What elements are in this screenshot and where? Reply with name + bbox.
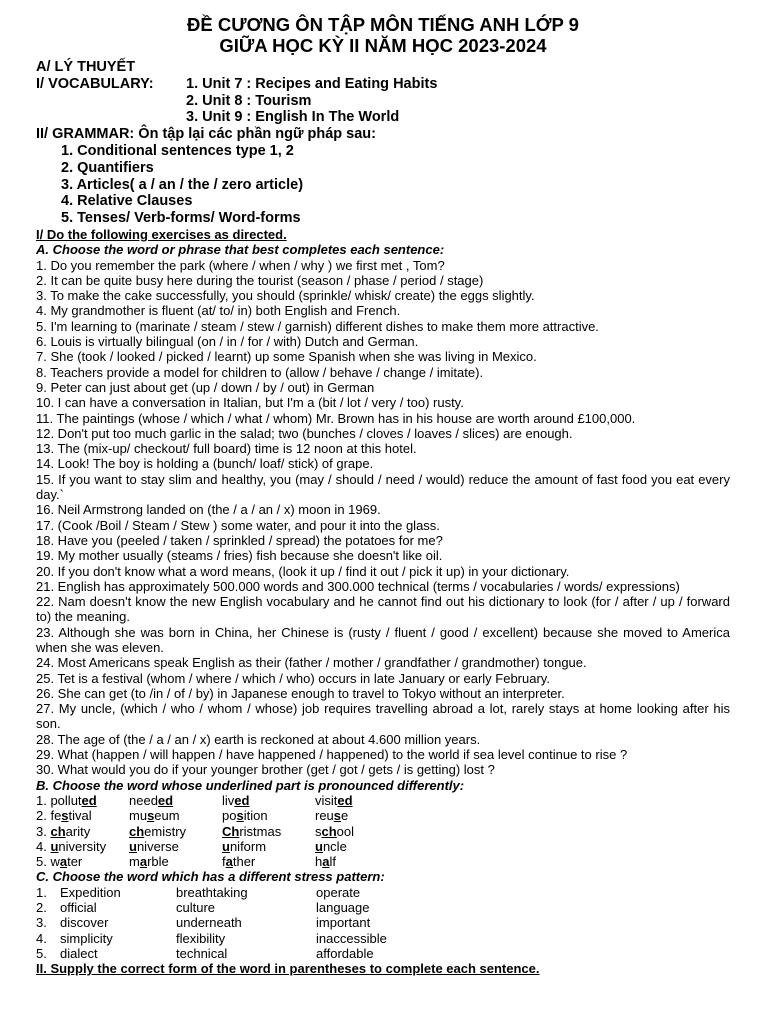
word-suffix: tival [68,808,92,824]
question-item: 6. Louis is virtually bilingual (on / in / for / with) Dutch and German. [36,334,419,350]
stress-row-number: 1. [36,884,47,900]
question-item: 20. If you don't know what a word means, (look it up / find it out / pick it up) in your dictionary. [36,563,570,579]
grammar-item: 3. Articles( a / an / the / zero article) [61,176,304,193]
pronunciation-word [36,824,129,839]
pronunciation-word [129,808,222,823]
stress-word: technical [176,945,228,961]
word-prefix: mu [129,808,148,824]
stress-word: language [316,900,370,916]
stress-word [36,915,176,930]
part-a-questions [36,258,730,778]
question-item: 28. The age of (the / a / an / x) earth is reckoned at about 4.600 million years. [36,731,481,747]
pronunciation-word [315,808,415,823]
stress-word-text: simplicity [60,930,113,946]
grammar-item: 1. Conditional sentences type 1, 2 [61,142,294,159]
underlined-part: s [236,808,244,824]
table-spacer [456,946,596,961]
question-item: 5. I'm learning to (marinate / steam / stew / garnish) different dishes to make them more attractive. [36,318,599,334]
underlined-part: ed [157,792,174,808]
stress-word: breathtaking [176,884,248,900]
table-spacer [456,885,596,900]
word-suffix: ristmas [239,823,282,839]
question-item: 26. She can get (to /in / of / by) in Japanese enough to travel to Tokyo without an interpreter. [36,685,565,701]
pronunciation-word [222,824,315,839]
stress-word [36,946,176,961]
pronunciation-word [129,824,222,839]
question-item: 18. Have you (peeled / taken / sprinkled / spread) the potatoes for me? [36,532,443,548]
word-prefix: m [129,854,140,870]
word-suffix: e [341,808,349,824]
question-item: 12. Don't put too much garlic in the salad; two (bunches / cloves / loaves / slices) are enough. [36,425,573,441]
question-item: 11. The paintings (whose / which / what / whom) Mr. Brown has in his house are worth around £100,000. [36,410,636,426]
underlined-part: a [225,854,233,870]
pronunciation-word [129,793,222,808]
question-item: 10. I can have a conversation in Italian, but I'm a (bit / lot / very / too) rusty. [36,395,464,411]
exercise-heading: I/ Do the following exercises as directed. [36,226,287,242]
underlined-part: a [139,854,148,870]
underlined-part: Ch [222,823,240,839]
question-item: 29. What (happen / will happen / have happened / happened) to the world if sea level continue to rise ? [36,747,628,763]
pronunciation-word [36,839,129,854]
word-prefix: 3. [36,823,51,839]
question-item: 17. (Cook /Boil / Steam / Stew ) some water, and pour it into the glass. [36,517,440,533]
word-suffix: emistry [144,823,187,839]
question-item: 8. Teachers provide a model for children to (allow / behave / change / imitate). [36,364,484,380]
word-prefix: liv [222,792,235,808]
word-suffix: lf [329,854,336,870]
word-prefix: 1. pollut [36,792,82,808]
section-ii-heading: II. Supply the correct form of the word in parentheses to complete each sentence. [36,961,540,977]
word-suffix: niversity [58,838,107,854]
question-item: 24. Most Americans speak English as their (father / mother / grandfather / grandmother) tongue. [36,655,587,671]
pronunciation-word [315,824,415,839]
stress-word [36,900,176,915]
title-line-2: GIỮA HỌC KỲ II NĂM HỌC 2023-2024 [219,35,547,56]
stress-word-text: Expedition [60,884,121,900]
word-suffix: ool [336,823,355,839]
question-item: 22. Nam doesn't know the new English vocabulary and he cannot find out his dictionary to look (for / after / up / forward to) the meaning. [36,594,730,625]
part-c-heading: C. Choose the word which has a different stress pattern: [36,869,385,885]
pronunciation-word [36,854,129,869]
stress-word [36,931,176,946]
word-prefix: 4. [36,838,51,854]
grammar-item: 4. Relative Clauses [61,193,193,210]
pronunciation-word [222,793,315,808]
word-prefix: po [222,808,237,824]
vocab-unit: 1. Unit 7 : Recipes and Eating Habits [186,75,438,92]
word-suffix: ther [232,854,256,870]
vocab-unit: 3. Unit 9 : English In The World [186,109,400,126]
underlined-part: ed [234,792,250,808]
word-suffix: eum [154,808,180,824]
pronunciation-word [222,808,315,823]
underlined-part: ed [81,792,97,808]
vocab-unit: 2. Unit 8 : Tourism [186,92,312,109]
question-item: 27. My uncle, (which / who / whom / whose) job requires travelling abroad a lot, rarely stays at home looking after his son. [36,701,730,732]
pronunciation-word [129,839,222,854]
part-b-heading: B. Choose the word whose underlined part is pronounced differently: [36,777,465,793]
underlined-part: s [147,808,155,824]
underlined-part: ch [50,823,66,839]
pronunciation-word [315,854,415,869]
stress-row-number: 3. [36,915,47,931]
question-item: 13. The (mix-up/ checkout/ full board) time is 12 noon at this hotel. [36,441,417,457]
word-prefix: 5. w [36,854,60,870]
question-item: 16. Neil Armstrong landed on (the / a / an / x) moon in 1969. [36,502,381,518]
pronunciation-word [36,793,129,808]
grammar-list [36,143,730,227]
word-prefix: visit [315,792,338,808]
pronunciation-word [315,793,415,808]
question-item: 15. If you want to stay slim and healthy, you (may / should / need / would) reduce the amount of fast food you eat every day.` [36,471,730,503]
underlined-part: s [333,808,342,824]
question-item: 19. My mother usually (steams / fries) fish because she doesn't like oil. [36,548,443,564]
stress-word-text: official [60,900,97,916]
question-item: 9. Peter can just about get (up / down / by / out) in German [36,379,375,395]
stress-row-number: 2. [36,900,47,916]
part-b-table [36,793,730,869]
grammar-item: 2. Quantifiers [61,159,154,176]
vocabulary-units [186,76,437,126]
word-suffix: niverse [136,838,179,854]
word-prefix: f [222,854,226,870]
underlined-part: ch [129,823,145,839]
stress-word [36,885,176,900]
table-spacer [456,900,596,915]
underlined-part: a [322,854,330,870]
question-item: 1. Do you remember the park (where / when / why ) we first met , Tom? [36,257,445,273]
grammar-heading: II/ GRAMMAR: Ôn tập lại các phần ngữ pháp sau: [36,126,376,143]
question-item: 14. Look! The boy is holding a (bunch/ loaf/ stick) of grape. [36,456,374,472]
word-suffix: niform [229,838,267,854]
question-item: 7. She (took / looked / picked / learnt) up some Spanish when she was living in Mexico. [36,349,537,365]
part-c-table [36,885,730,961]
word-prefix: need [129,792,158,808]
stress-row-number: 5. [36,945,47,961]
stress-row-number: 4. [36,930,47,946]
question-item: 4. My grandmother is fluent (at/ to/ in) both English and French. [36,303,401,319]
word-suffix: ter [67,854,83,870]
vocabulary-label: I/ VOCABULARY: [36,75,154,92]
underlined-part: s [61,808,69,824]
question-item: 3. To make the cake successfully, you should (sprinkle/ whisk/ create) the eggs slightly. [36,288,535,304]
question-item: 2. It can be quite busy here during the tourist (season / phase / period / stage) [36,272,484,288]
pronunciation-word [222,839,315,854]
stress-word-text: dialect [60,945,98,961]
word-prefix: reu [315,808,334,824]
title-line-1: ĐỀ CƯƠNG ÔN TẬP MÔN TIẾNG ANH LỚP 9 [187,14,579,35]
question-item: 23. Although she was born in China, her Chinese is (rusty / fluent / good / excellent) because she moved to America when she was eleven. [36,624,730,655]
stress-word: inaccessible [316,930,387,946]
stress-word: affordable [316,945,374,961]
underlined-part: a [59,854,68,870]
part-a-heading: A. Choose the word or phrase that best completes each sentence: [36,242,445,258]
word-suffix: arity [65,823,91,839]
stress-word: operate [316,884,361,900]
stress-word: important [316,915,371,931]
underlined-part: u [222,838,230,854]
question-item: 25. Tet is a festival (whom / where / which / who) occurs in late January or early February. [36,670,550,686]
word-prefix: s [315,823,322,839]
grammar-item: 5. Tenses/ Verb-forms/ Word-forms [61,210,301,227]
question-item: 30. What would you do if your younger brother (get / got / gets / is getting) lost ? [36,762,495,778]
stress-word-text: discover [60,915,109,931]
word-suffix: ncle [322,838,347,854]
underlined-part: u [315,838,323,854]
question-item: 21. English has approximately 500.000 words and 300.000 technical (terms / vocabularies / words/ expressions) [36,578,680,594]
vocabulary-section [36,76,730,126]
pronunciation-word [315,839,415,854]
table-spacer [456,915,596,930]
underlined-part: u [50,838,59,854]
underlined-part: ed [337,792,353,808]
underlined-part: ch [321,823,337,839]
underlined-part: u [129,838,137,854]
word-suffix: ition [243,808,268,824]
word-suffix: rble [147,854,169,870]
stress-word: culture [176,900,216,916]
theory-heading: A/ LÝ THUYẾT [36,59,136,75]
stress-word: underneath [176,915,242,931]
pronunciation-word [222,854,315,869]
table-spacer [456,931,596,946]
pronunciation-word [36,808,129,823]
word-prefix: 2. fe [36,808,62,824]
pronunciation-word [129,854,222,869]
word-prefix: h [315,854,323,870]
stress-word: flexibility [176,930,226,946]
